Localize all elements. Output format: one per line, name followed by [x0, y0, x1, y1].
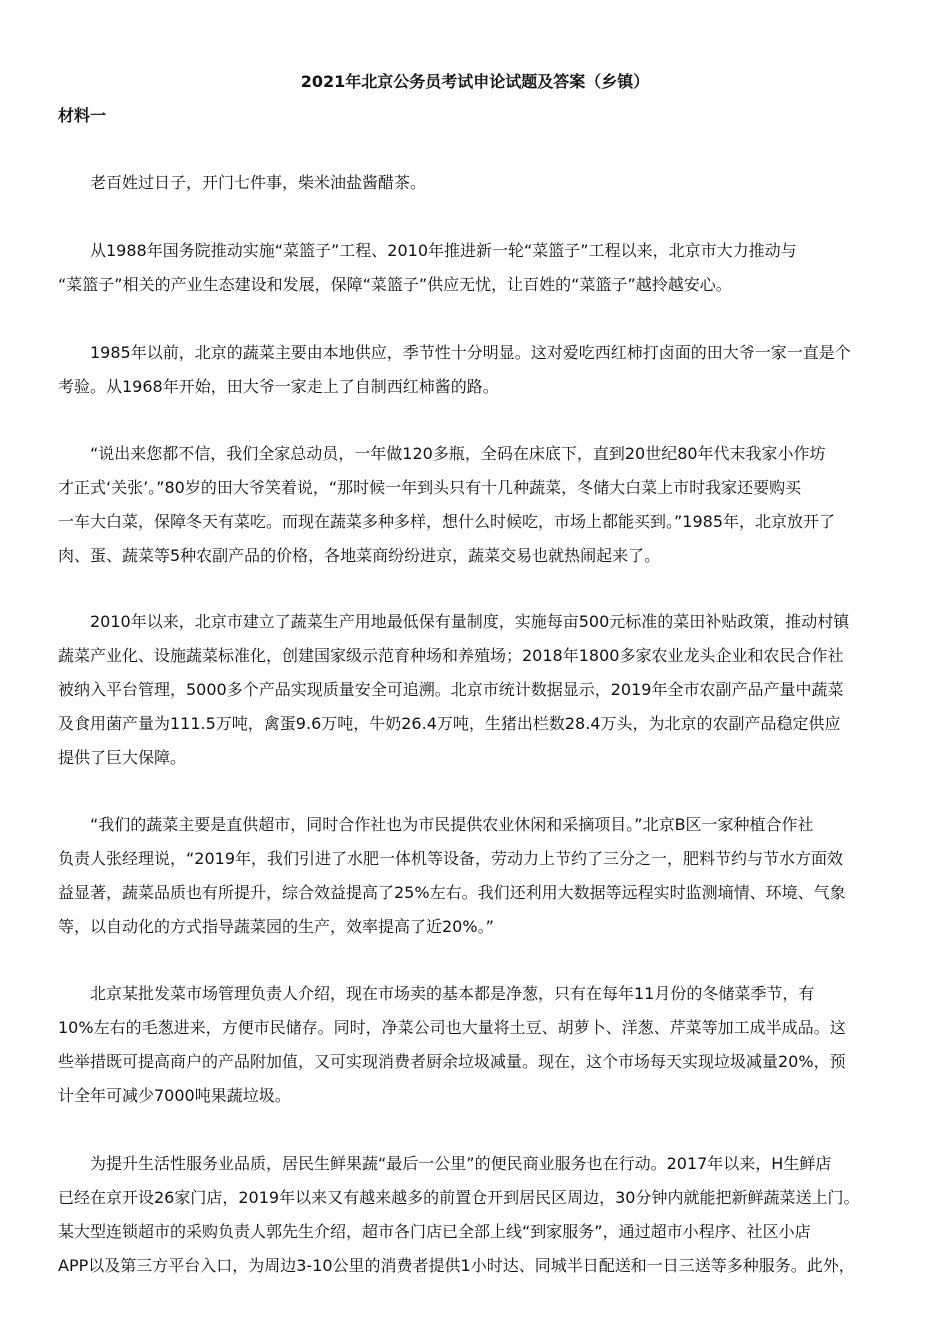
text-line: 老百姓过日子，开门七件事，柴米油盐酱醋茶。 [90, 173, 427, 192]
text-line: 已经在京开设26家门店，2019年以来又有越来越多的前置仓开到居民区周边，30分钟内就能把新鲜蔬菜送上门。 [58, 1188, 860, 1207]
paragraph-8 [58, 1147, 892, 1283]
text-line: 些举措既可提高商户的产品附加值，又可实现消费者厨余垃圾减量。现在，这个市场每天实现垃圾减量20%，预 [58, 1052, 846, 1071]
paragraph-4 [58, 437, 892, 573]
text-line: 考验。从1968年开始，田大爷一家走上了自制西红柿酱的路。 [58, 377, 499, 396]
text-line: 等，以自动化的方式指导蔬菜园的生产，效率提高了近20%。” [58, 917, 494, 936]
text-line: 北京某批发菜市场管理负责人介绍，现在市场卖的基本都是净葱，只有在每年11月份的冬储菜季节，有 [90, 984, 815, 1003]
text-line: 某大型连锁超市的采购负责人郭先生介绍，超市各门店已全部上线“到家服务”，通过超市小程序、社区小店 [58, 1222, 811, 1241]
text-line: 才正式‘关张’。”80岁的田大爷笑着说，“那时候一年到头只有十几种蔬菜，冬储大白菜上市时我家还要购买 [58, 478, 802, 497]
text-line: 益显著，蔬菜品质也有所提升，综合效益提高了25%左右。我们还利用大数据等远程实时监测墒情、环境、气象 [58, 883, 846, 902]
text-line: APP以及第三方平台入口，为周边3-10公里的消费者提供1小时达、同城半日配送和一日三送等多种服务。此外， [58, 1256, 855, 1275]
paragraph-1 [58, 166, 892, 200]
paragraph-2 [58, 234, 892, 302]
text-line: 负责人张经理说，“2019年，我们引进了水肥一体机等设备，劳动力上节约了三分之一，肥料节约与节水方面效 [58, 849, 844, 868]
text-line: 计全年可减少7000吨果蔬垃圾。 [58, 1086, 291, 1105]
text-line: 及食用菌产量为111.5万吨，禽蛋9.6万吨，牛奶26.4万吨，生猪出栏数28.4万头，为北京的农副产品稳定供应 [58, 714, 841, 733]
text-line: 1985年以前，北京的蔬菜主要由本地供应，季节性十分明显。这对爱吃西红柿打卤面的田大爷一家一直是个 [90, 343, 851, 362]
text-line: 为提升生活性服务业品质，居民生鲜果蔬“最后一公里”的便民商业服务也在行动。2017年以来，H生鲜店 [90, 1154, 832, 1173]
text-line: 被纳入平台管理，5000多个产品实现质量安全可追溯。北京市统计数据显示，2019年全市农副产品产量中蔬菜 [58, 680, 844, 699]
text-line: 10%左右的毛葱进来，方便市民储存。同时，净菜公司也大量将土豆、胡萝卜、洋葱、芹菜等加工成半成品。这 [58, 1018, 846, 1037]
text-line: 蔬菜产业化、设施蔬菜标准化，创建国家级示范育种场和养殖场；2018年1800多家农业龙头企业和农民合作社 [58, 646, 844, 665]
text-line: 一车大白菜，保障冬天有菜吃。而现在蔬菜多种多样，想什么时候吃，市场上都能买到。”1985年，北京放开了 [58, 512, 836, 531]
text-line: “我们的蔬菜主要是直供超市，同时合作社也为市民提供农业休闲和采摘项目。”北京B区一家种植合作社 [90, 815, 814, 834]
paragraph-3 [58, 336, 892, 404]
text-line: “说出来您都不信，我们全家总动员，一年做120多瓶，全码在床底下，直到20世纪80年代末我家小作坊 [90, 444, 826, 463]
text-line: 2010年以来，北京市建立了蔬菜生产用地最低保有量制度，实施每亩500元标准的菜田补贴政策，推动村镇 [90, 612, 850, 631]
text-line: 肉、蛋、蔬菜等5种农副产品的价格，各地菜商纷纷进京，蔬菜交易也就热闹起来了。 [58, 546, 661, 565]
document-title: 2021年北京公务员考试申论试题及答案（乡镇） [300, 72, 650, 91]
text-line: 从1988年国务院推动实施“菜篮子”工程、2010年推进新一轮“菜篮子”工程以来，北京市大力推动与 [90, 241, 797, 260]
paragraph-6 [58, 808, 892, 944]
text-line: “菜篮子”相关的产业生态建设和发展，保障“菜篮子”供应无忧，让百姓的“菜篮子”越拎越安心。 [58, 275, 732, 294]
paragraph-7 [58, 977, 892, 1113]
section-label: 材料一 [58, 106, 107, 125]
text-line: 提供了巨大保障。 [58, 748, 187, 767]
paragraph-5 [58, 605, 892, 775]
